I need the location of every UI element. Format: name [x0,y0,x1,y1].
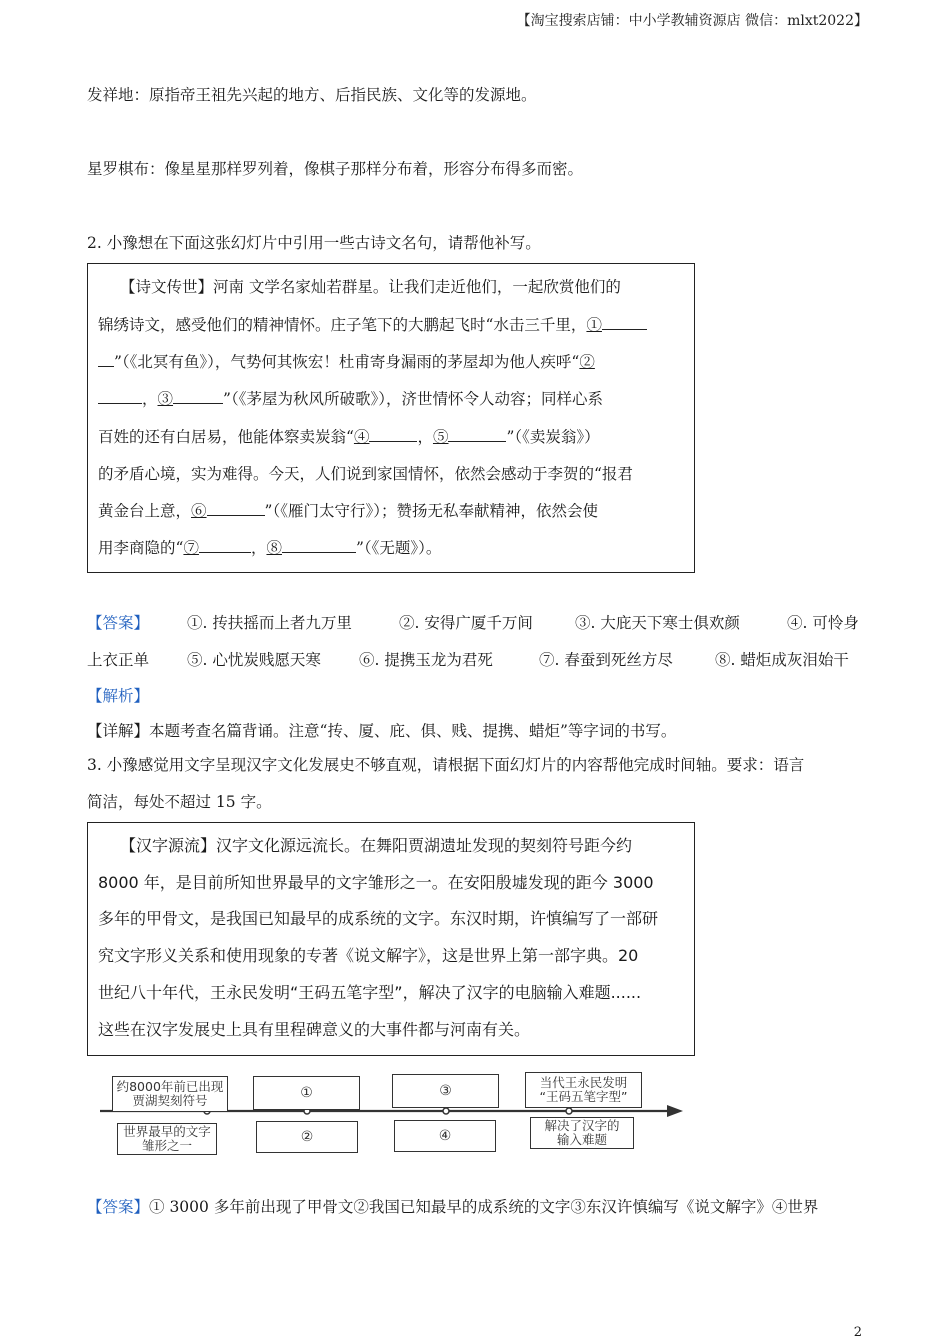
q2-box-text: ， [417,428,433,446]
timeline-text: 世界最早的文字 [123,1124,211,1139]
q2-slide-box [87,263,695,573]
timeline-blank-4[interactable] [394,1120,496,1152]
q2-box-line-6: 的矛盾心境，实为难得。今天，人们说到家国情怀，依然会感动于李贺的“报君 [98,465,633,483]
q2-box-text: ， [142,390,158,408]
detail-label: 【详解】 [87,722,150,740]
timeline-bottom-event-1 [117,1123,217,1155]
answer-label: 【答案】 [87,1198,150,1216]
timeline-text: 雏形之一 [141,1138,192,1153]
blank-number-7: ⑦ [183,539,199,557]
q2-box-line-7 [98,499,598,521]
timeline-text: 解决了汉字的 [544,1118,620,1133]
analysis-label: 【解析】 [87,687,150,705]
q2-box-text: ， [250,539,267,557]
timeline-text: 约8000年前已出现 [116,1079,224,1094]
answer-5: ⑤. 心忧炭贱愿天寒 [187,651,321,669]
q3-answer [87,1195,818,1217]
fill-blank-7[interactable] [199,537,251,553]
q2-box-text: ”（《雁门太守行》）；赞扬无私奉献精神，依然会使 [264,502,598,520]
q3-box-line-5: 世纪八十年代，王永民发明“王码五笔字型”，解决了汉字的电脑输入难题...... [98,983,642,1002]
timeline-blank-2[interactable] [256,1121,358,1153]
q2-box-text: 黄金台上意， [98,502,192,520]
q2-box-text: ”（《卖炭翁》） [506,428,600,446]
fill-blank-2[interactable] [98,388,142,404]
answer-label: 【答案】 [87,614,150,632]
timeline-top-event-1 [112,1076,228,1112]
timeline-text: 当代王永民发明 [539,1075,628,1090]
fill-blank-4[interactable] [369,426,417,442]
blank-number-4: ④ [353,428,370,446]
page-number: 2 [853,1325,862,1340]
fill-blank-6[interactable] [207,500,265,516]
q2-box-line-4 [98,387,603,409]
q2-box-line-3 [98,350,595,372]
blank-number-3: ③ [439,1083,452,1099]
q3-prompt-line-1: 3. 小豫感觉用文字呈现汉字文化发展史不够直观，请根据下面幻灯片的内容帮他完成时间轴。要求：语言 [87,756,805,774]
page-header: 【淘宝搜索店铺：中小学教辅资源店 微信：mlxt2022】 [516,13,868,29]
q3-box-line-4: 究文字形义关系和使用现象的专著《说文解字》，这是世界上第一部字典。20 [98,946,639,965]
definition-fa-xiang-di: 发祥地：原指帝王祖先兴起的地方、后指民族、文化等的发源地。 [87,86,537,104]
blank-number-5: ⑤ [432,428,449,446]
q2-answer-row-2 [87,648,867,670]
q3-box-line-3: 多年的甲骨文，是我国已知最早的成系统的文字。东汉时期，许慎编写了一部研 [98,909,659,928]
q3-answer-text: ① 3000 多年前出现了甲骨文②我国已知最早的成系统的文字③东汉许慎编写《说文解字》④世界 [149,1198,819,1216]
blank-number-8: ⑧ [266,539,282,557]
timeline-text: “王码五笔字型” [539,1089,628,1104]
q2-box-text: 百姓的还有白居易，他能体察卖炭翁“ [98,428,354,446]
fill-blank-3[interactable] [173,388,223,404]
timeline-blank-3[interactable] [392,1074,499,1108]
q2-box-text: ”（《无题》）。 [355,539,442,557]
q2-box-line-2 [98,313,647,335]
q2-box-line-1: 【诗文传世】河南 文学名家灿若群星。让我们走近他们，一起欣赏他们的 [120,278,621,296]
q2-box-text: ”（《北冥有鱼》），气势何其恢宏！杜甫寄身漏雨的茅屋却为他人疾呼“ [114,353,580,371]
definition-xing-luo-qi-bu: 星罗棋布：像星星那样罗列着，像棋子那样分布着，形容分布得多而密。 [87,160,584,178]
blank-number-1: ① [586,316,602,334]
fill-blank-8[interactable] [282,537,356,553]
answer-1: ①. 抟扶摇而上者九万里 [187,614,352,632]
q3-slide-box [87,822,695,1056]
detail-text: 本题考查名篇背诵。注意“抟、厦、庇、俱、贱、提携、蜡炬”等字词的书写。 [149,722,677,740]
fill-blank-1[interactable] [602,314,647,330]
q3-prompt-line-2: 简洁，每处不超过 15 字。 [87,793,272,811]
q2-box-text: 用李商隐的“ [98,539,184,557]
blank-number-6: ⑥ [191,502,207,520]
answer-4-end: 上衣正单 [87,651,150,669]
answer-6: ⑥. 提携玉龙为君死 [359,651,493,669]
fill-blank-1-cont[interactable] [98,351,114,367]
blank-number-1: ① [300,1085,313,1101]
timeline-bottom-event-4 [530,1117,634,1149]
q3-box-line-2: 8000 年，是目前所知世界最早的文字雏形之一。在安阳殷墟发现的距今 3000 [98,873,654,892]
q2-detail [87,719,676,741]
timeline-top-event-4 [525,1072,642,1108]
timeline-text: 贾湖契刻符号 [132,1093,208,1108]
blank-number-2: ② [300,1129,314,1145]
answer-8: ⑧. 蜡炬成灰泪始干 [715,651,849,669]
q3-box-line-6: 这些在汉字发展史上具有里程碑意义的大事件都与河南有关。 [98,1020,531,1039]
q2-box-text: 锦绣诗文，感受他们的精神情怀。庄子笔下的大鹏起飞时“水击三千里， [98,316,587,334]
answer-4-start: ④. 可怜身 [787,614,859,632]
q2-prompt: 2. 小豫想在下面这张幻灯片中引用一些古诗文名句，请帮他补写。 [87,234,541,252]
q3-box-line-1: 【汉字源流】汉字文化源远流长。在舞阳贾湖遗址发现的契刻符号距今约 [120,836,633,855]
fill-blank-5[interactable] [448,426,506,442]
q2-box-line-5 [98,425,600,447]
timeline-text: 输入难题 [556,1132,607,1147]
q2-answer-row-1 [87,611,867,633]
answer-7: ⑦. 春蚕到死丝方尽 [539,651,673,669]
blank-number-4: ④ [438,1128,452,1144]
blank-number-2: ② [579,353,595,371]
blank-number-3: ③ [157,390,174,408]
answer-2: ②. 安得广厦千万间 [399,614,533,632]
answer-3: ③. 大庇天下寒士俱欢颜 [575,614,740,632]
q2-box-text: ”（《茅屋为秋风所破歌》），济世情怀令人动容；同样心系 [223,390,603,408]
q2-box-line-8 [98,536,441,558]
timeline-blank-1[interactable] [253,1076,360,1110]
